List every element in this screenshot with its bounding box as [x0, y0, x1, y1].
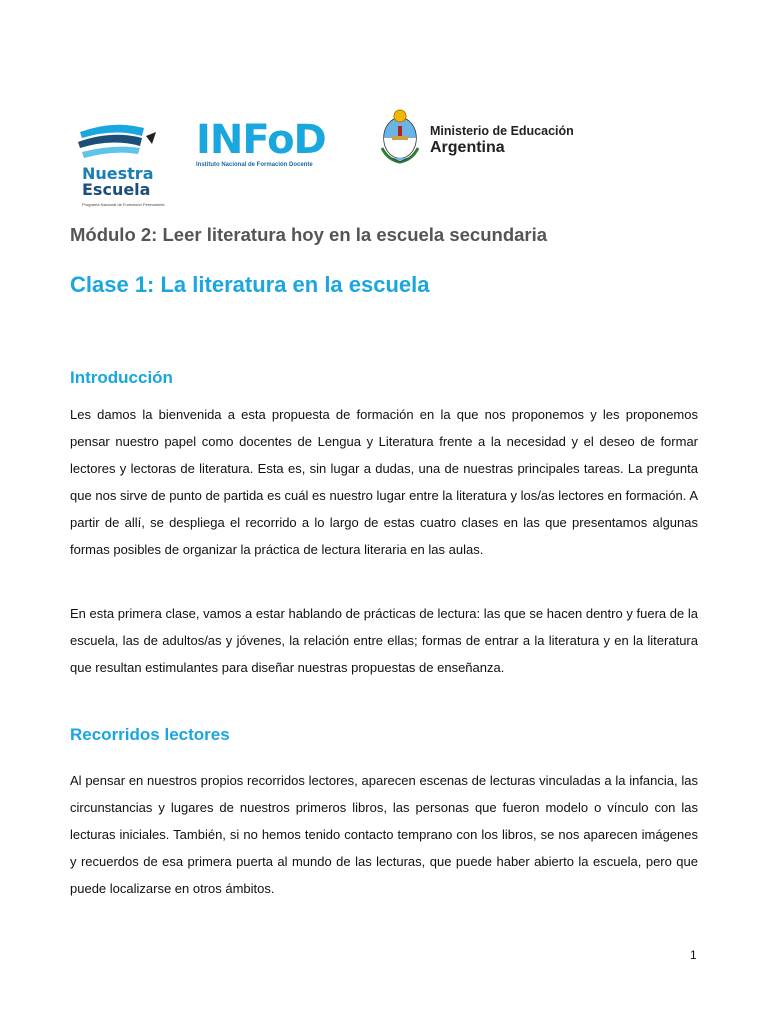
intro-paragraph-1: Les damos la bienvenida a esta propuesta de formación en la que nos proponemos y les proponemos pensar nuestro papel como docentes de Lengua y Literatura frente a la necesidad y el deseo de formar lectores y lectoras de literatura. Esta es, sin lugar a dudas, una de nuestras principales tareas. La pregunta que nos sirve de punto de partida es cuál es nuestro lugar entre la literatura y los/as lectores en formación. A partir de allí, se despliega el recorrido a lo largo de estas cuatro clases en las que presentamos algunas formas posibles de organizar la práctica de lectura literaria en las aulas.: [70, 407, 698, 557]
intro-paragraph-2: En esta primera clase, vamos a estar hablando de prácticas de lectura: las que se hacen dentro y fuera de la escuela, las de adultos/as y jóvenes, la relación entre ellas; formas de entrar a la literatura y en la literatura que resultan estimulantes para diseñar nuestras propuestas de enseñanza.: [70, 606, 698, 675]
header-logos: [74, 108, 634, 208]
infod-subtitle: Instituto Nacional de Formación Docente: [196, 162, 313, 168]
module-title: Módulo 2: Leer literatura hoy en la escuela secundaria: [70, 224, 548, 245]
recorridos-paragraph-1: Al pensar en nuestros propios recorridos lectores, aparecen escenas de lecturas vinculadas a la infancia, las circunstancias y lugares de nuestros primeros libros, las personas que fueron modelo o vínculo con las lecturas iniciales. También, si no hemos tenido contacto temprano con los libros, se nos aparecen imágenes y recuerdos de esa primera puerta al mundo de las lecturas, que puede haber abierto la escuela, pero que puede localizarse en otros ámbitos.: [70, 773, 698, 896]
ministerio-line2: Argentina: [430, 139, 505, 156]
intro-heading: Introducción: [70, 368, 173, 387]
infod-logo: [196, 117, 326, 168]
nuestra-escuela-line1: Nuestra: [82, 164, 154, 183]
nuestra-escuela-logo: [74, 118, 184, 208]
recorridos-heading: Recorridos lectores: [70, 725, 230, 744]
nuestra-escuela-swoosh-icon: [74, 118, 184, 166]
argentina-coat-of-arms-icon: [378, 108, 422, 164]
class-title: Clase 1: La literatura en la escuela: [70, 272, 430, 297]
page-number: 1: [690, 948, 697, 962]
ministerio-logo-text: [430, 124, 574, 157]
nuestra-escuela-subtitle: Programa Nacional de Formación Permanente: [82, 202, 165, 207]
nuestra-escuela-wordmark: [82, 166, 154, 198]
nuestra-escuela-line2: Escuela: [82, 180, 151, 199]
infod-wordmark: INFoD: [196, 117, 326, 163]
ministerio-line1: Ministerio de Educación: [430, 124, 574, 138]
